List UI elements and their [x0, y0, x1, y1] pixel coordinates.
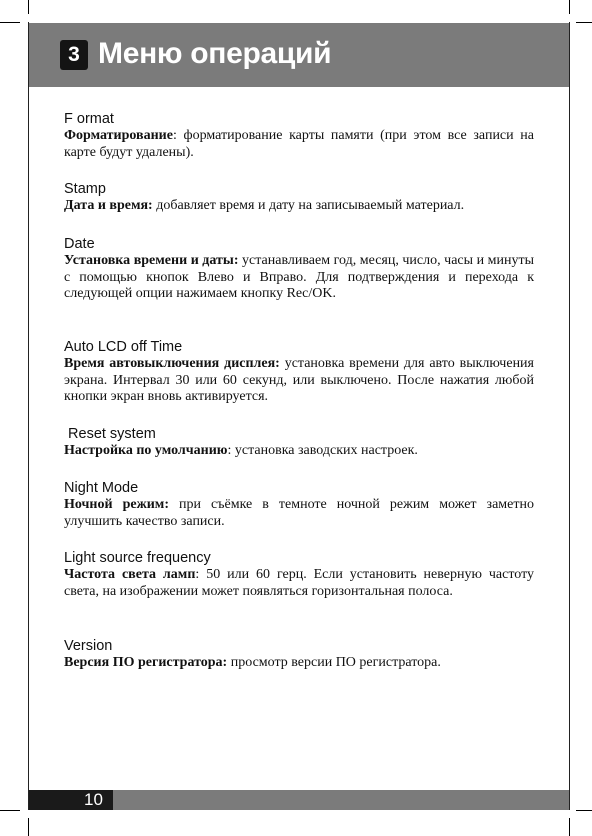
section-label: F ormat — [64, 111, 114, 127]
section-term: Ночной режим: — [64, 497, 169, 512]
chapter-number: 3 — [60, 40, 88, 70]
section-desc: : установка заводских настроек. — [227, 443, 418, 458]
page-title: Меню операций — [98, 37, 332, 70]
section-body — [64, 128, 534, 161]
section-body — [64, 497, 534, 530]
crop-mark — [28, 0, 29, 14]
section-desc: : форматирование карты памяти (при этом все записи на карте будут удалены). — [64, 128, 534, 160]
crop-mark — [576, 810, 592, 811]
menu-section-night-mode — [64, 480, 534, 530]
section-body — [64, 655, 534, 672]
section-label: Stamp — [64, 181, 106, 197]
section-body — [64, 253, 534, 303]
section-desc: добавляет время и дату на записываемый материал. — [152, 198, 465, 213]
crop-mark — [0, 810, 20, 811]
section-term: Время автовыключения дисплея: — [64, 356, 280, 371]
section-label: Light source frequency — [64, 550, 211, 566]
section-term: Форматирование — [64, 128, 173, 143]
section-desc: устанавливаем год, месяц, число, часы и минуты с помощью кнопок Влево и Вправо. Для подтверждения и перехода к следующей опции нажимаем кнопку Rec/OK. — [64, 253, 534, 301]
section-body — [64, 567, 534, 600]
section-term: Установка времени и даты: — [64, 253, 239, 268]
menu-section-stamp — [64, 181, 534, 215]
menu-section-light-frequency — [64, 550, 534, 600]
menu-section-auto-lcd-off — [64, 339, 534, 406]
section-label: Auto LCD off Time — [64, 339, 183, 355]
section-term: Настройка по умолчанию — [64, 443, 228, 458]
section-desc: просмотр версии ПО регистратора. — [227, 655, 441, 670]
crop-mark — [569, 818, 570, 836]
section-term: Версия ПО регистратора: — [64, 655, 228, 670]
menu-section-version — [64, 638, 534, 672]
crop-mark — [569, 0, 570, 14]
section-body — [64, 198, 534, 215]
section-term: Дата и время: — [64, 198, 153, 213]
section-body — [64, 356, 534, 406]
section-label: Version — [64, 638, 113, 654]
section-desc: : 50 или 60 герц. Если установить неверную частоту света, на изображении может появляться горизонтальная полоса. — [64, 567, 534, 599]
section-label: Reset system — [64, 426, 156, 442]
crop-mark — [576, 22, 592, 23]
section-term: Частота света ламп — [64, 567, 196, 582]
page-number: 10 — [84, 790, 103, 809]
section-label: Night Mode — [64, 480, 139, 496]
section-label: Date — [64, 236, 95, 252]
section-body — [64, 443, 534, 460]
crop-mark — [28, 818, 29, 836]
menu-section-date — [64, 236, 534, 303]
crop-mark — [0, 22, 20, 23]
section-desc: при съёмке в темноте ночной режим может заметно улучшить качество записи. — [64, 497, 534, 529]
menu-section-format — [64, 111, 534, 161]
section-desc: установка времени для авто выключения экрана. Интервал 30 или 60 секунд, или выключено. После нажатия любой кнопки экран вновь активируется. — [64, 356, 534, 404]
menu-section-reset-system — [64, 426, 534, 460]
